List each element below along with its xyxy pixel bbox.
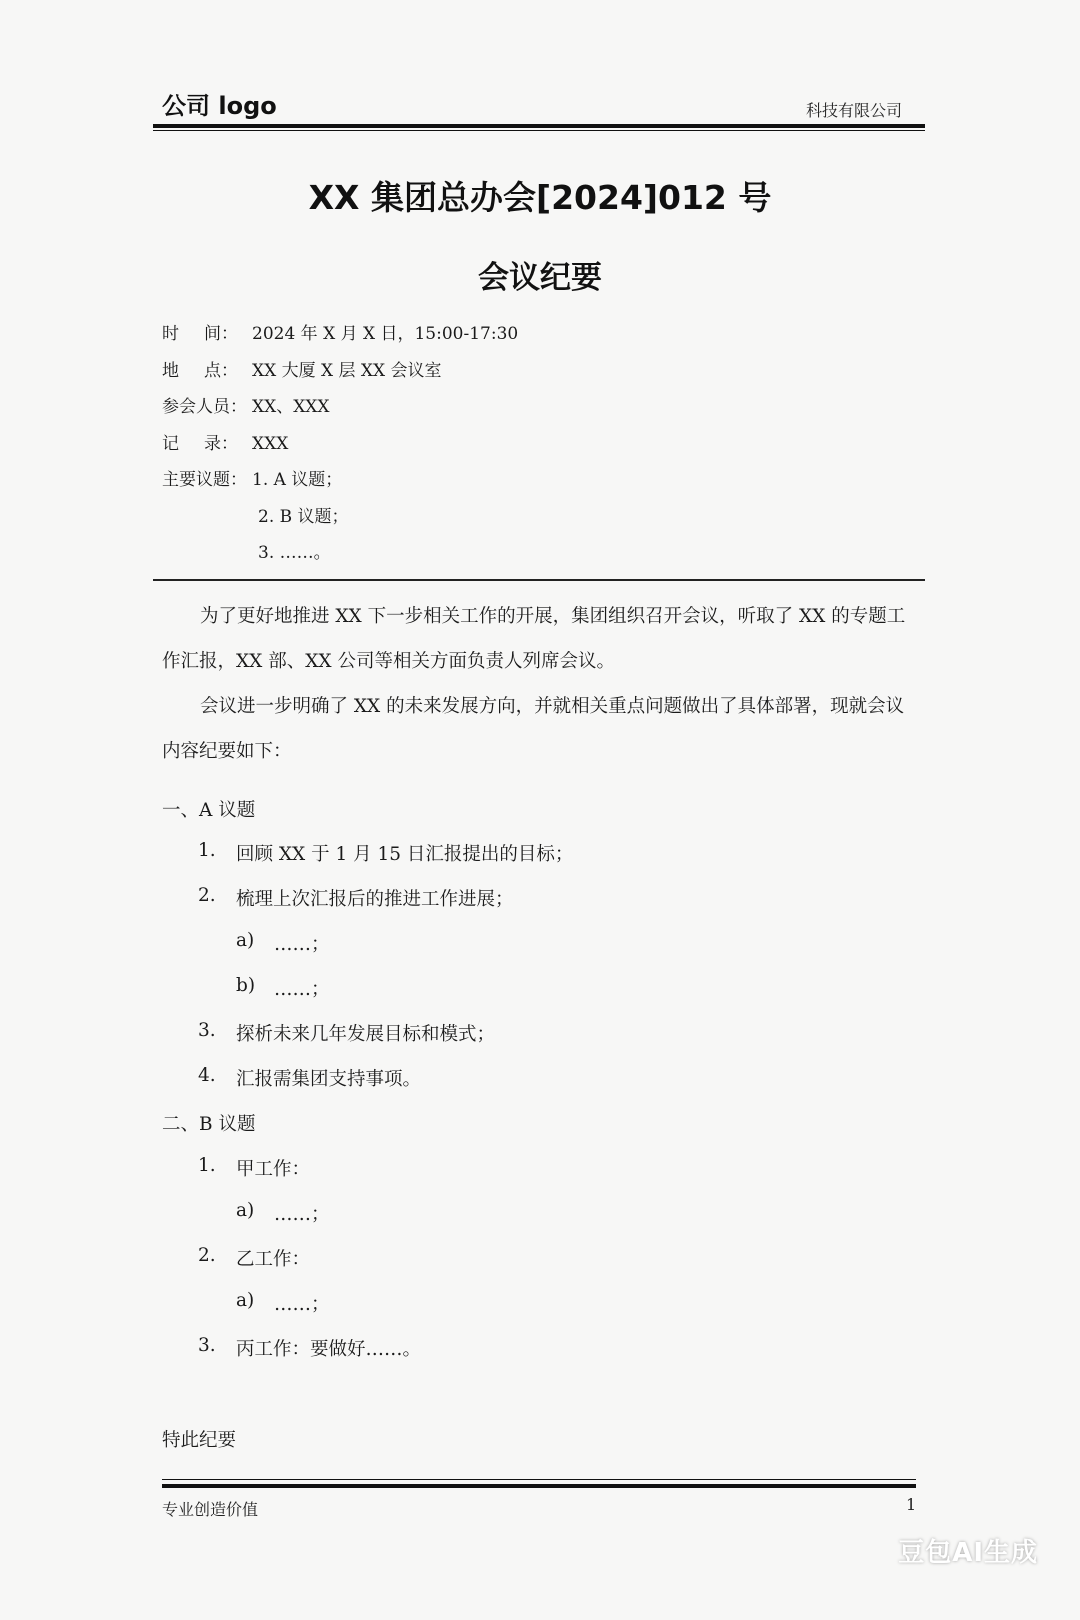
list-number: 1. [198, 1155, 216, 1176]
list-item: 甲工作： [236, 1159, 311, 1180]
list-number: 2. [198, 1245, 216, 1266]
recorder-label: 记 录： [162, 433, 238, 454]
topics-row [162, 466, 518, 503]
meeting-place-row [162, 357, 518, 394]
topic-item: 3. ……。 [258, 543, 331, 563]
place-value: XX 大厦 X 层 XX 会议室 [252, 360, 442, 381]
footer-rule-thin [162, 1479, 916, 1480]
section-a-heading: 一、A 议题 [162, 800, 256, 821]
section-b-heading: 二、B 议题 [162, 1114, 256, 1135]
meeting-info [162, 320, 518, 576]
intro-paragraph-1-line-2: 作汇报，XX 部、XX 公司等相关方面负责人列席会议。 [162, 651, 615, 672]
page-number: 1 [906, 1495, 917, 1514]
list-item: 探析未来几年发展目标和模式； [236, 1024, 496, 1045]
attendees-row [162, 393, 518, 430]
place-label: 地 点： [162, 360, 238, 381]
recorder-value: XXX [252, 433, 289, 454]
topic-item-row [162, 503, 518, 540]
sub-list-marker: a) [236, 930, 255, 951]
document-number: XX 集团总办会[2024]012 号 [308, 178, 772, 217]
sub-list-marker: a) [236, 1290, 255, 1311]
sub-list-item: ……； [274, 934, 330, 955]
topics-label: 主要议题： [162, 470, 247, 490]
recorder-row [162, 430, 518, 467]
topic-item: 2. B 议题； [258, 506, 349, 527]
list-number: 2. [198, 885, 216, 906]
intro-paragraph-2-line-1: 会议进一步明确了 XX 的未来发展方向，并就相关重点问题做出了具体部署，现就会议 [200, 696, 905, 717]
ai-watermark: 豆包AI生成 [898, 1538, 1038, 1568]
intro-paragraph-1-line-1: 为了更好地推进 XX 下一步相关工作的开展，集团组织召开会议，听取了 XX 的专题工 [200, 606, 906, 627]
list-number: 3. [198, 1020, 216, 1041]
closing-text: 特此纪要 [162, 1430, 237, 1451]
footer-rule-thick [162, 1484, 916, 1488]
sub-list-marker: a) [236, 1200, 255, 1221]
meeting-time-row [162, 320, 518, 357]
sub-list-item: ……； [274, 1204, 330, 1225]
document-title: 会议纪要 [478, 260, 602, 296]
header-company-name: 科技有限公司 [805, 101, 902, 120]
topic-item-row [162, 539, 518, 576]
intro-text [162, 594, 917, 774]
topic-item: 1. A 议题； [252, 470, 343, 490]
section-divider [153, 579, 925, 581]
sub-list-marker: b) [236, 975, 256, 996]
sub-list-item: ……； [274, 1294, 330, 1315]
list-number: 1. [198, 840, 216, 861]
sub-list-item: ……； [274, 979, 330, 1000]
header-rule-thick [153, 124, 925, 128]
list-item: 汇报需集团支持事项。 [236, 1069, 422, 1090]
footer-slogan: 专业创造价值 [162, 1500, 259, 1519]
intro-paragraph-2-line-2: 内容纪要如下： [162, 741, 292, 762]
attendees-value: XX、XXX [252, 397, 330, 417]
header-rule-thin [153, 130, 925, 131]
list-item: 丙工作：要做好……。 [236, 1339, 422, 1360]
list-item: 回顾 XX 于 1 月 15 日汇报提出的目标； [236, 844, 574, 865]
time-value: 2024 年 X 月 X 日，15:00-17:30 [252, 324, 519, 344]
attendees-label: 参会人员： [162, 397, 247, 417]
list-number: 3. [198, 1335, 216, 1356]
list-item: 梳理上次汇报后的推进工作进展； [236, 889, 514, 910]
list-number: 4. [198, 1065, 216, 1086]
list-item: 乙工作： [236, 1249, 311, 1270]
company-logo-text: 公司 logo [162, 92, 277, 120]
time-label: 时 间： [162, 324, 238, 344]
